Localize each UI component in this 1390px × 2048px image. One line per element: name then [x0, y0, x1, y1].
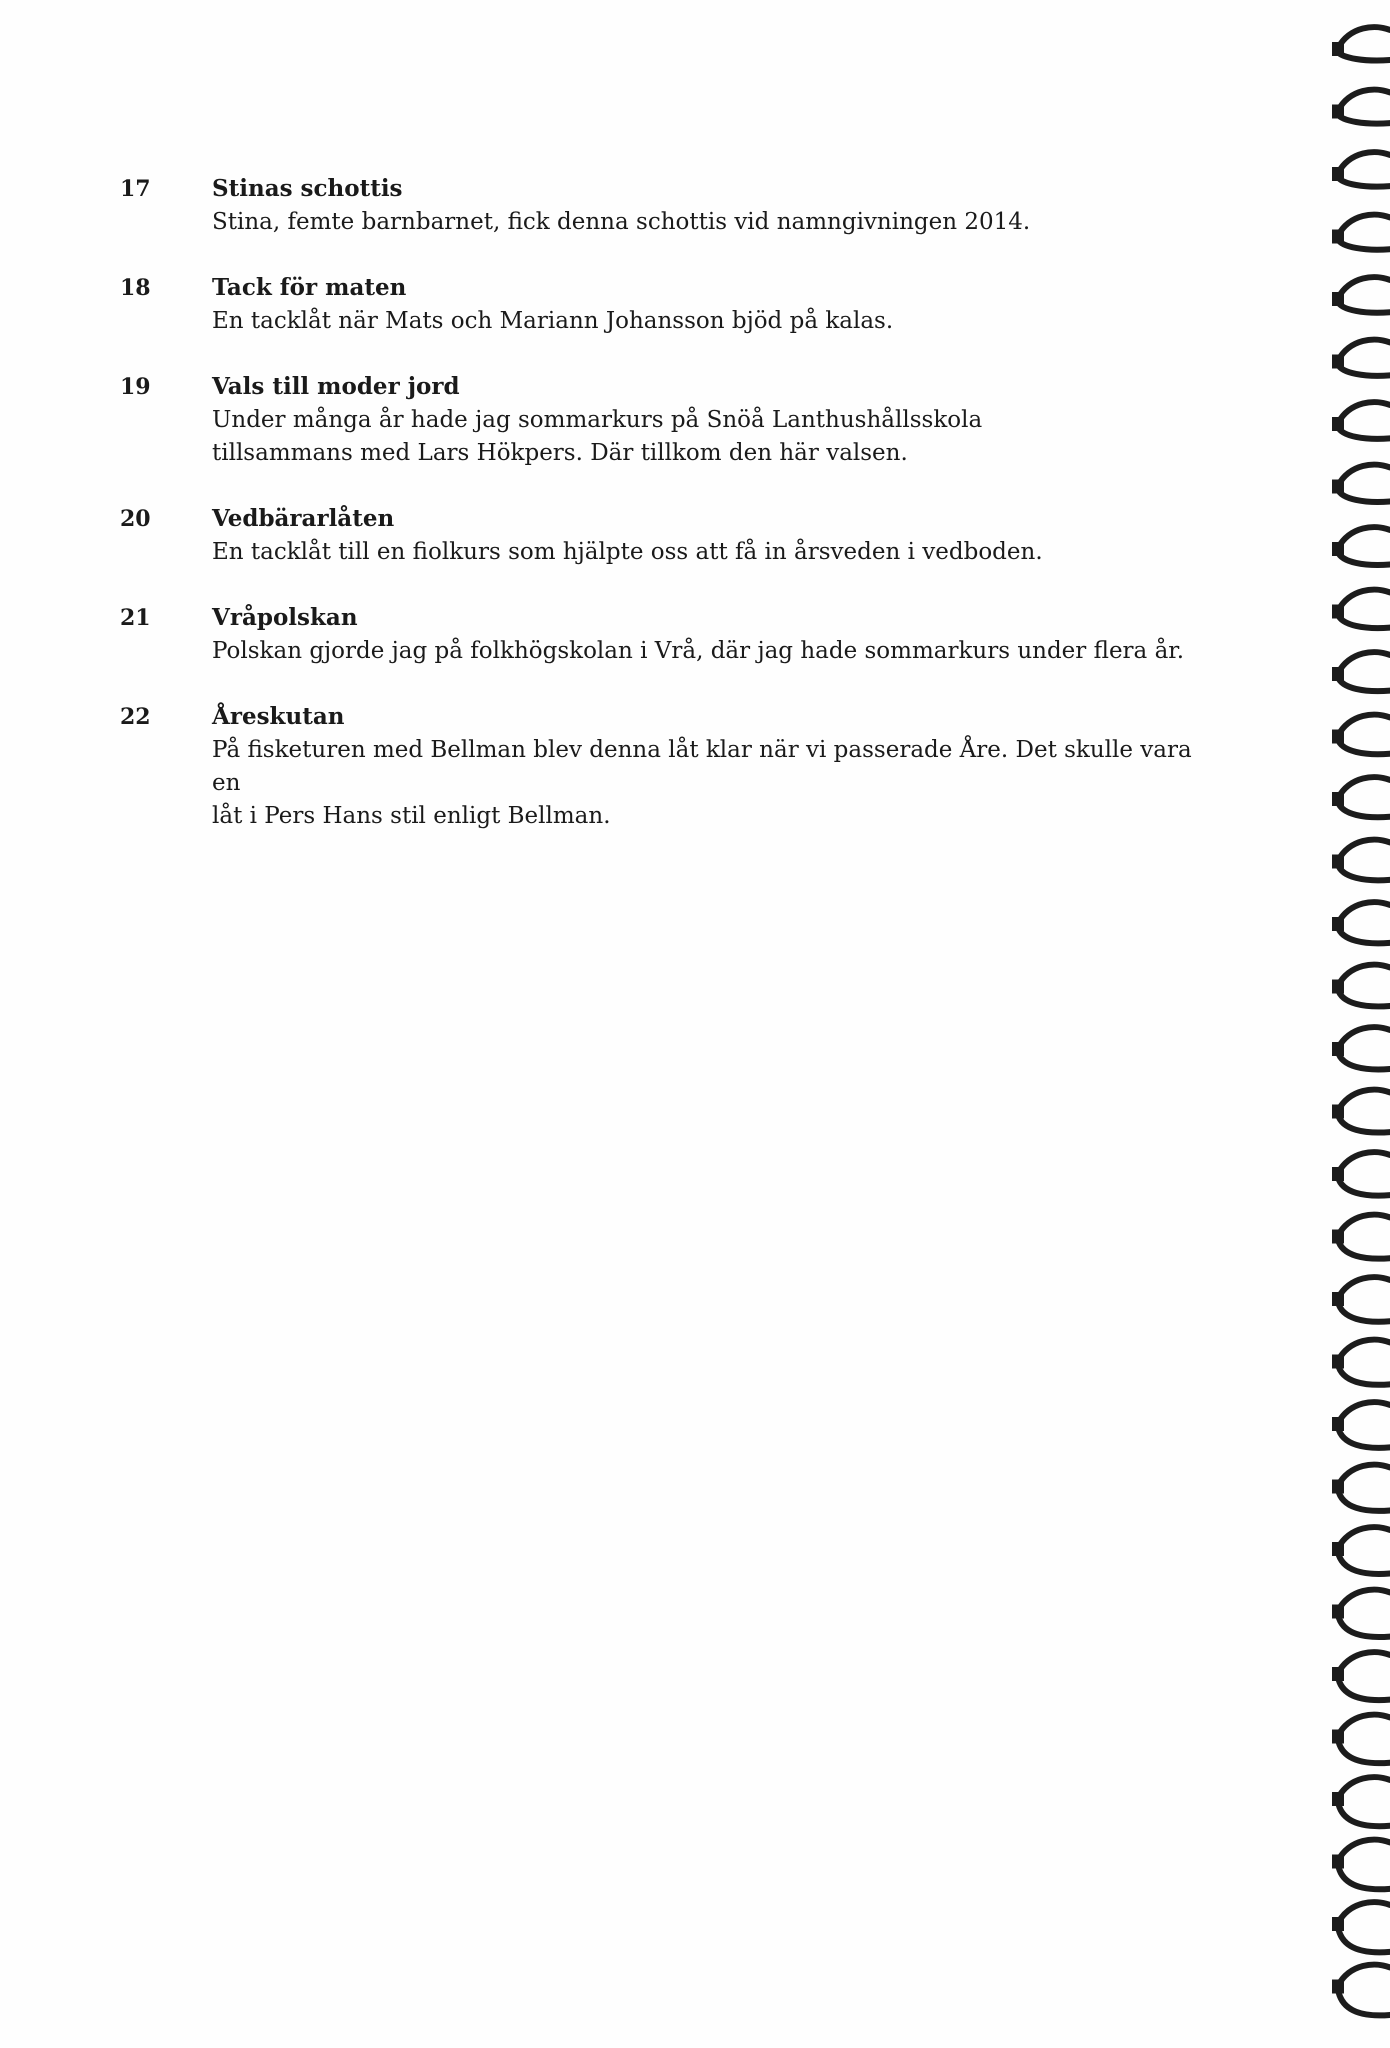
binding-loop [1332, 277, 1390, 313]
binding-wire [1338, 152, 1390, 187]
binding-wire [1338, 1340, 1390, 1385]
binding-loop [1332, 1277, 1390, 1322]
binding-loop [1332, 965, 1390, 1007]
tune-entry-18 [120, 271, 1220, 338]
binding-wire [1338, 1027, 1390, 1069]
binding-wire [1338, 465, 1390, 502]
binding-wire [1338, 340, 1390, 376]
spiral-binding-icon [1320, 0, 1390, 2048]
binding-wire [1338, 402, 1390, 439]
binding-loop [1332, 1527, 1390, 1574]
entry-title: Vals till moder jord [212, 373, 460, 400]
binding-wire [1338, 840, 1390, 881]
binding-loop [1332, 1152, 1390, 1196]
binding-loop [1332, 652, 1390, 691]
binding-loop [1332, 152, 1390, 187]
binding-loop [1332, 527, 1390, 565]
binding-loop [1332, 1777, 1390, 1826]
binding-loop [1332, 1902, 1390, 1952]
binding-loop [1332, 27, 1390, 60]
binding-loop [1332, 1590, 1390, 1637]
binding-wire [1338, 1527, 1390, 1574]
binding-loop [1332, 1965, 1390, 2016]
binding-loop [1332, 90, 1390, 124]
binding-loop [1332, 840, 1390, 881]
entry-body [212, 271, 1220, 338]
binding-wire [1338, 715, 1390, 755]
binding-loop [1332, 340, 1390, 376]
binding-wire [1338, 1902, 1390, 1952]
entry-title: Vedbärarlåten [212, 505, 395, 532]
binding-wire [1338, 902, 1390, 943]
entry-number: 17 [120, 176, 151, 202]
binding-wire [1338, 777, 1390, 817]
binding-wire [1338, 1090, 1390, 1133]
binding-loop [1332, 1027, 1390, 1069]
binding-loop [1332, 465, 1390, 502]
binding-wire [1338, 965, 1390, 1007]
binding-wire [1338, 90, 1390, 124]
binding-loop [1332, 1402, 1390, 1448]
entry-description: Under många år hade jag sommarkurs på Snöå Lanthushållsskola tillsammans med Lars Hökpers. Där tillkom den här valsen. [212, 407, 983, 466]
binding-wire [1338, 1715, 1390, 1764]
binding-loop [1332, 1465, 1390, 1511]
binding-wire [1338, 590, 1390, 628]
entry-number: 22 [120, 704, 151, 730]
entry-description: Polskan gjorde jag på folkhögskolan i Vrå, där jag hade sommarkurs under flera år. [212, 638, 1185, 664]
binding-loop [1332, 715, 1390, 755]
binding-loop [1332, 902, 1390, 943]
entry-description: Stina, femte barnbarnet, fick denna schottis vid namngivningen 2014. [212, 209, 1031, 235]
binding-wire [1338, 1965, 1390, 2016]
entry-body [212, 370, 1220, 470]
entry-title: Vråpolskan [212, 604, 358, 631]
binding-wire [1338, 215, 1390, 250]
binding-wire [1338, 277, 1390, 313]
entry-number: 18 [120, 275, 151, 301]
binding-wire [1338, 1652, 1390, 1700]
binding-wire [1338, 1402, 1390, 1448]
entry-body [212, 700, 1220, 833]
binding-wire [1338, 1777, 1390, 1826]
binding-loop [1332, 1340, 1390, 1385]
entry-description: En tacklåt när Mats och Mariann Johansson bjöd på kalas. [212, 308, 894, 334]
tune-entry-20 [120, 502, 1220, 569]
binding-loop [1332, 402, 1390, 439]
binding-wire [1338, 1277, 1390, 1322]
binding-loop [1332, 1090, 1390, 1133]
entry-body [212, 172, 1220, 239]
binding-loop [1332, 215, 1390, 250]
tune-entry-22 [120, 700, 1220, 833]
entry-body [212, 601, 1220, 668]
binding-wire [1338, 1840, 1390, 1890]
binding-wire [1338, 1465, 1390, 1511]
tune-entry-17 [120, 172, 1220, 239]
tune-notes-list [120, 172, 1220, 833]
binding-loop [1332, 1215, 1390, 1259]
entry-number: 20 [120, 506, 151, 532]
binding-wire [1338, 527, 1390, 565]
entry-description: På fisketuren med Bellman blev denna låt klar när vi passerade Åre. Det skulle vara en låt i Pers Hans stil enligt Bellman. [212, 737, 1192, 829]
binding-loop [1332, 1715, 1390, 1764]
binding-wire [1338, 1590, 1390, 1637]
binding-wire [1338, 1215, 1390, 1259]
binding-wire [1338, 1152, 1390, 1196]
entry-number: 21 [120, 605, 151, 631]
tune-entry-19 [120, 370, 1220, 470]
entry-title: Stinas schottis [212, 175, 403, 202]
entry-title: Tack för maten [212, 274, 407, 301]
tune-entry-21 [120, 601, 1220, 668]
binding-loop [1332, 1840, 1390, 1890]
entry-number: 19 [120, 374, 151, 400]
binding-loop [1332, 777, 1390, 817]
binding-loop [1332, 1652, 1390, 1700]
binding-wire [1338, 27, 1390, 60]
binding-wire [1338, 652, 1390, 691]
entry-description: En tacklåt till en fiolkurs som hjälpte oss att få in årsveden i vedboden. [212, 539, 1043, 565]
entry-title: Åreskutan [212, 703, 345, 730]
entry-body [212, 502, 1220, 569]
binding-loop [1332, 590, 1390, 628]
